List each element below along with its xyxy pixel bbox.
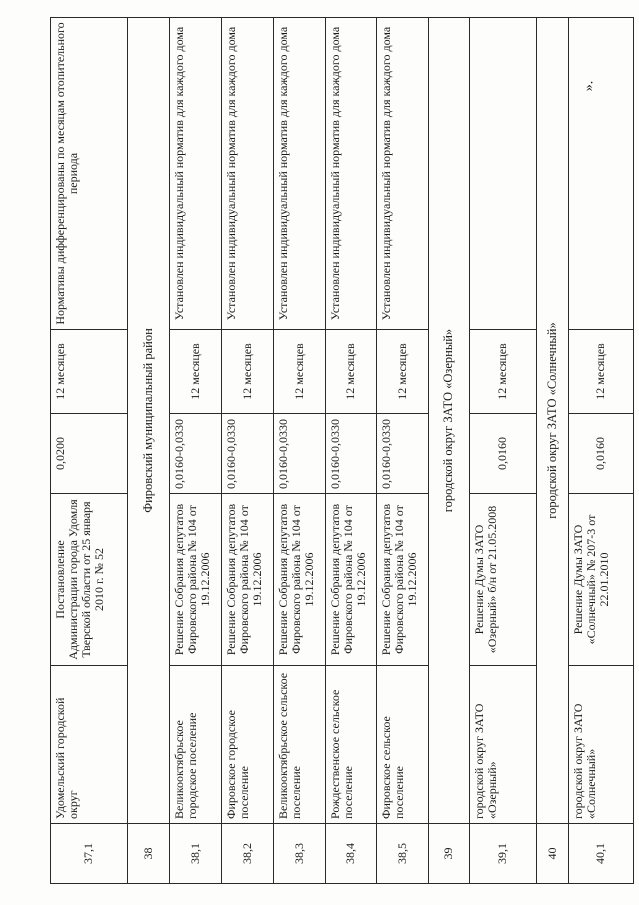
table-row-group <box>127 18 170 884</box>
act-cell: Постановление Администрации города Удомля Тверской области от 25 января 2010 г. № 52 <box>51 494 128 666</box>
period-cell: 12 месяцев <box>273 330 325 414</box>
note-cell <box>469 18 537 330</box>
value-cell: 0,0160 <box>568 414 633 494</box>
table-row-group <box>429 18 470 884</box>
territory-cell: Великооктябрьское городское поселение <box>170 666 222 824</box>
value-cell: 0,0160-0,0330 <box>170 414 222 494</box>
value-cell: 0,0160-0,0330 <box>273 414 325 494</box>
group-heading: городской округ ЗАТО «Солнечный» <box>537 18 569 824</box>
value-cell: 0,0160-0,0330 <box>377 414 429 494</box>
row-number: 38,1 <box>170 824 222 884</box>
period-cell: 12 месяцев <box>377 330 429 414</box>
territory-cell: городской округ ЗАТО «Солнечный» <box>568 666 633 824</box>
note-cell: Установлен индивидуальный норматив для каждого дома <box>325 18 377 330</box>
table-row <box>51 18 128 884</box>
row-number: 39,1 <box>469 824 537 884</box>
period-cell: 12 месяцев <box>170 330 222 414</box>
table-row <box>469 18 537 884</box>
row-number: 38,2 <box>222 824 274 884</box>
territory-cell: городской округ ЗАТО «Озерный» <box>469 666 537 824</box>
table-row <box>568 18 633 884</box>
value-cell: 0,0160-0,0330 <box>222 414 274 494</box>
value-cell: 0,0200 <box>51 414 128 494</box>
value-cell: 0,0160 <box>469 414 537 494</box>
act-cell: Решение Думы ЗАТО «Озерный» б/н от 21.05.2008 <box>469 494 537 666</box>
period-cell: 12 месяцев <box>51 330 128 414</box>
note-cell <box>568 18 633 330</box>
act-cell: Решение Собрания депутатов Фировского района № 104 от 19.12.2006 <box>273 494 325 666</box>
table-row <box>325 18 377 884</box>
row-number: 38,4 <box>325 824 377 884</box>
territory-cell: Фировское городское поселение <box>222 666 274 824</box>
row-number: 40 <box>537 824 569 884</box>
group-heading: Фировский муниципальный район <box>127 18 170 824</box>
row-number: 38 <box>127 824 170 884</box>
closing-mark: ». <box>581 80 597 92</box>
table-row <box>377 18 429 884</box>
period-cell: 12 месяцев <box>469 330 537 414</box>
table-row <box>222 18 274 884</box>
act-cell: Решение Собрания депутатов Фировского района № 104 от 19.12.2006 <box>222 494 274 666</box>
row-number: 38,3 <box>273 824 325 884</box>
table-row <box>273 18 325 884</box>
territory-cell: Фировское сельское поселение <box>377 666 429 824</box>
table-row-group <box>537 18 569 884</box>
rotated-table-container <box>50 18 634 884</box>
act-cell: Решение Думы ЗАТО «Солнечный» № 207-3 от 22.01.2010 <box>568 494 633 666</box>
normatives-table <box>50 17 634 884</box>
act-cell: Решение Собрания депутатов Фировского района № 104 от 19.12.2006 <box>377 494 429 666</box>
note-cell: Установлен индивидуальный норматив для каждого дома <box>377 18 429 330</box>
note-cell: Нормативы дифференцированы по месяцам отопительного периода <box>51 18 128 330</box>
act-cell: Решение Собрания депутатов Фировского района № 104 от 19.12.2006 <box>325 494 377 666</box>
territory-cell: Удомельский городской округ <box>51 666 128 824</box>
row-number: 40,1 <box>568 824 633 884</box>
note-cell: Установлен индивидуальный норматив для каждого дома <box>222 18 274 330</box>
table-row <box>170 18 222 884</box>
territory-cell: Рождественское сельское поселение <box>325 666 377 824</box>
group-heading: городской округ ЗАТО «Озерный» <box>429 18 470 824</box>
period-cell: 12 месяцев <box>222 330 274 414</box>
period-cell: 12 месяцев <box>568 330 633 414</box>
row-number: 37,1 <box>51 824 128 884</box>
period-cell: 12 месяцев <box>325 330 377 414</box>
row-number: 39 <box>429 824 470 884</box>
note-cell: Установлен индивидуальный норматив для каждого дома <box>273 18 325 330</box>
act-cell: Решение Собрания депутатов Фировского района № 104 от 19.12.2006 <box>170 494 222 666</box>
territory-cell: Великооктябрьское сельское поселение <box>273 666 325 824</box>
note-cell: Установлен индивидуальный норматив для каждого дома <box>170 18 222 330</box>
value-cell: 0,0160-0,0330 <box>325 414 377 494</box>
row-number: 38,5 <box>377 824 429 884</box>
